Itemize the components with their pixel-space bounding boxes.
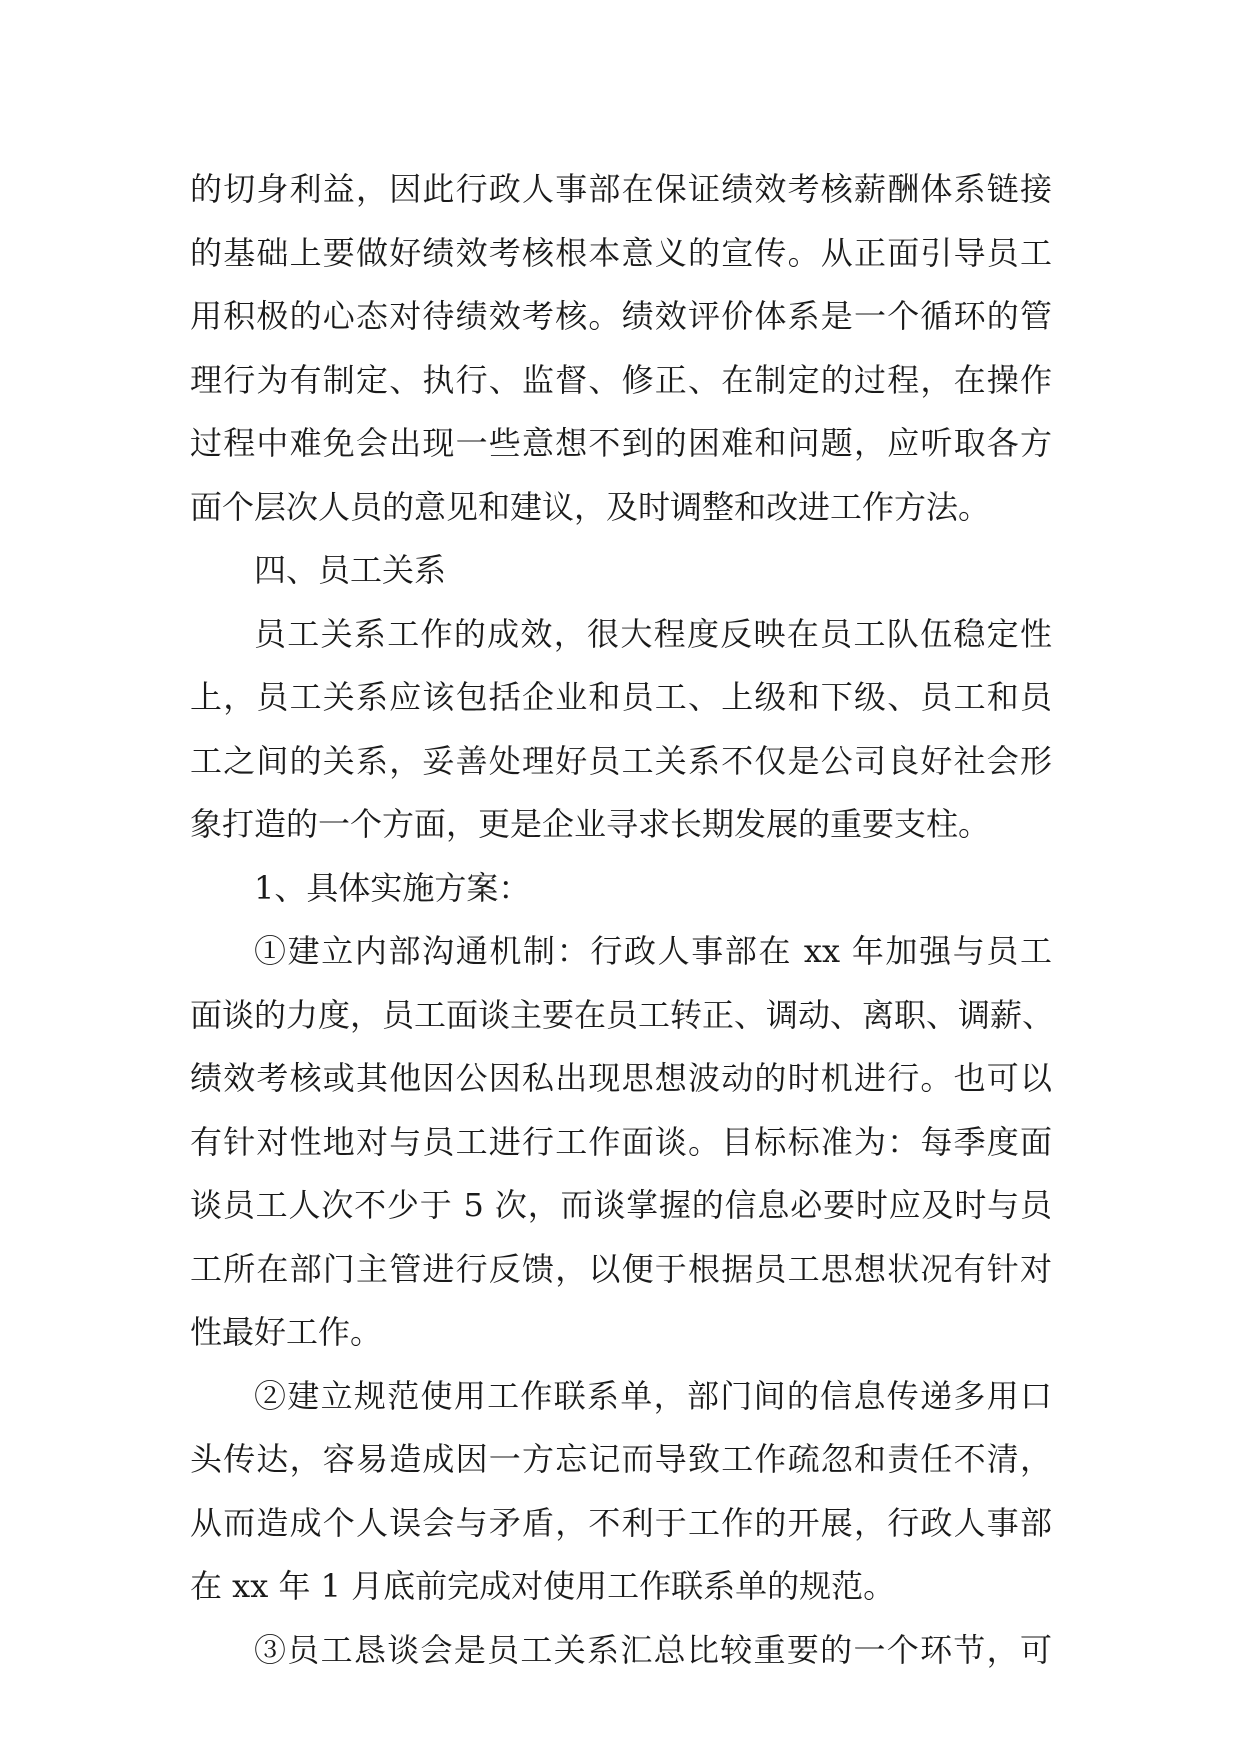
text-line: ③员工恳谈会是员工关系汇总比较重要的一个环节，可 <box>254 1630 1052 1669</box>
text-line: 绩效考核或其他因公因私出现思想波动的时机进行。也可以 <box>190 1059 1052 1097</box>
text-line: 的切身利益，因此行政人事部在保证绩效考核薪酬体系链接 <box>190 170 1052 208</box>
subsection-heading: 1、具体实施方案： <box>254 868 531 907</box>
text-line: 理行为有制定、执行、监督、修正、在制定的过程，在操作 <box>190 360 1052 399</box>
text-line: 面个层次人员的意见和建议，及时调整和改进工作方法。 <box>190 487 991 526</box>
text-line: 从而造成个人误会与矛盾，不利于工作的开展，行政人事部 <box>190 1503 1052 1542</box>
text-line: 有针对性地对与员工进行工作面谈。目标标准为：每季度面 <box>190 1122 1052 1161</box>
text-line: 的基础上要做好绩效考核根本意义的宣传。从正面引导员工 <box>190 233 1052 272</box>
text-line: ①建立内部沟通机制：行政人事部在 xx 年加强与员工 <box>254 932 1052 970</box>
text-line: 工之间的关系，妥善处理好员工关系不仅是公司良好社会形 <box>190 741 1052 780</box>
document-body <box>190 158 1055 1682</box>
text-line: 象打造的一个方面，更是企业寻求长期发展的重要支柱。 <box>190 805 991 843</box>
text-line: ②建立规范使用工作联系单，部门间的信息传递多用口 <box>254 1376 1052 1415</box>
text-line: 过程中难免会出现一些意想不到的困难和问题，应听取各方 <box>190 424 1052 462</box>
text-line: 用积极的心态对待绩效考核。绩效评价体系是一个循环的管 <box>190 297 1052 335</box>
text-line: 头传达，容易造成因一方忘记而导致工作疏忽和责任不清， <box>190 1440 1052 1478</box>
text-line: 性最好工作。 <box>190 1313 383 1351</box>
text-line: 谈员工人次不少于 5 次，而谈掌握的信息必要时应及时与员 <box>190 1186 1052 1224</box>
section-heading: 四、员工关系 <box>254 551 447 589</box>
text-line: 在 xx 年 1 月底前完成对使用工作联系单的规范。 <box>190 1567 896 1605</box>
text-line: 上，员工关系应该包括企业和员工、上级和下级、员工和员 <box>190 678 1052 716</box>
text-line: 工所在部门主管进行反馈，以便于根据员工思想状况有针对 <box>190 1249 1052 1288</box>
text-line: 员工关系工作的成效，很大程度反映在员工队伍稳定性 <box>254 614 1052 653</box>
text-line: 面谈的力度，员工面谈主要在员工转正、调动、离职、调薪、 <box>190 995 1055 1034</box>
